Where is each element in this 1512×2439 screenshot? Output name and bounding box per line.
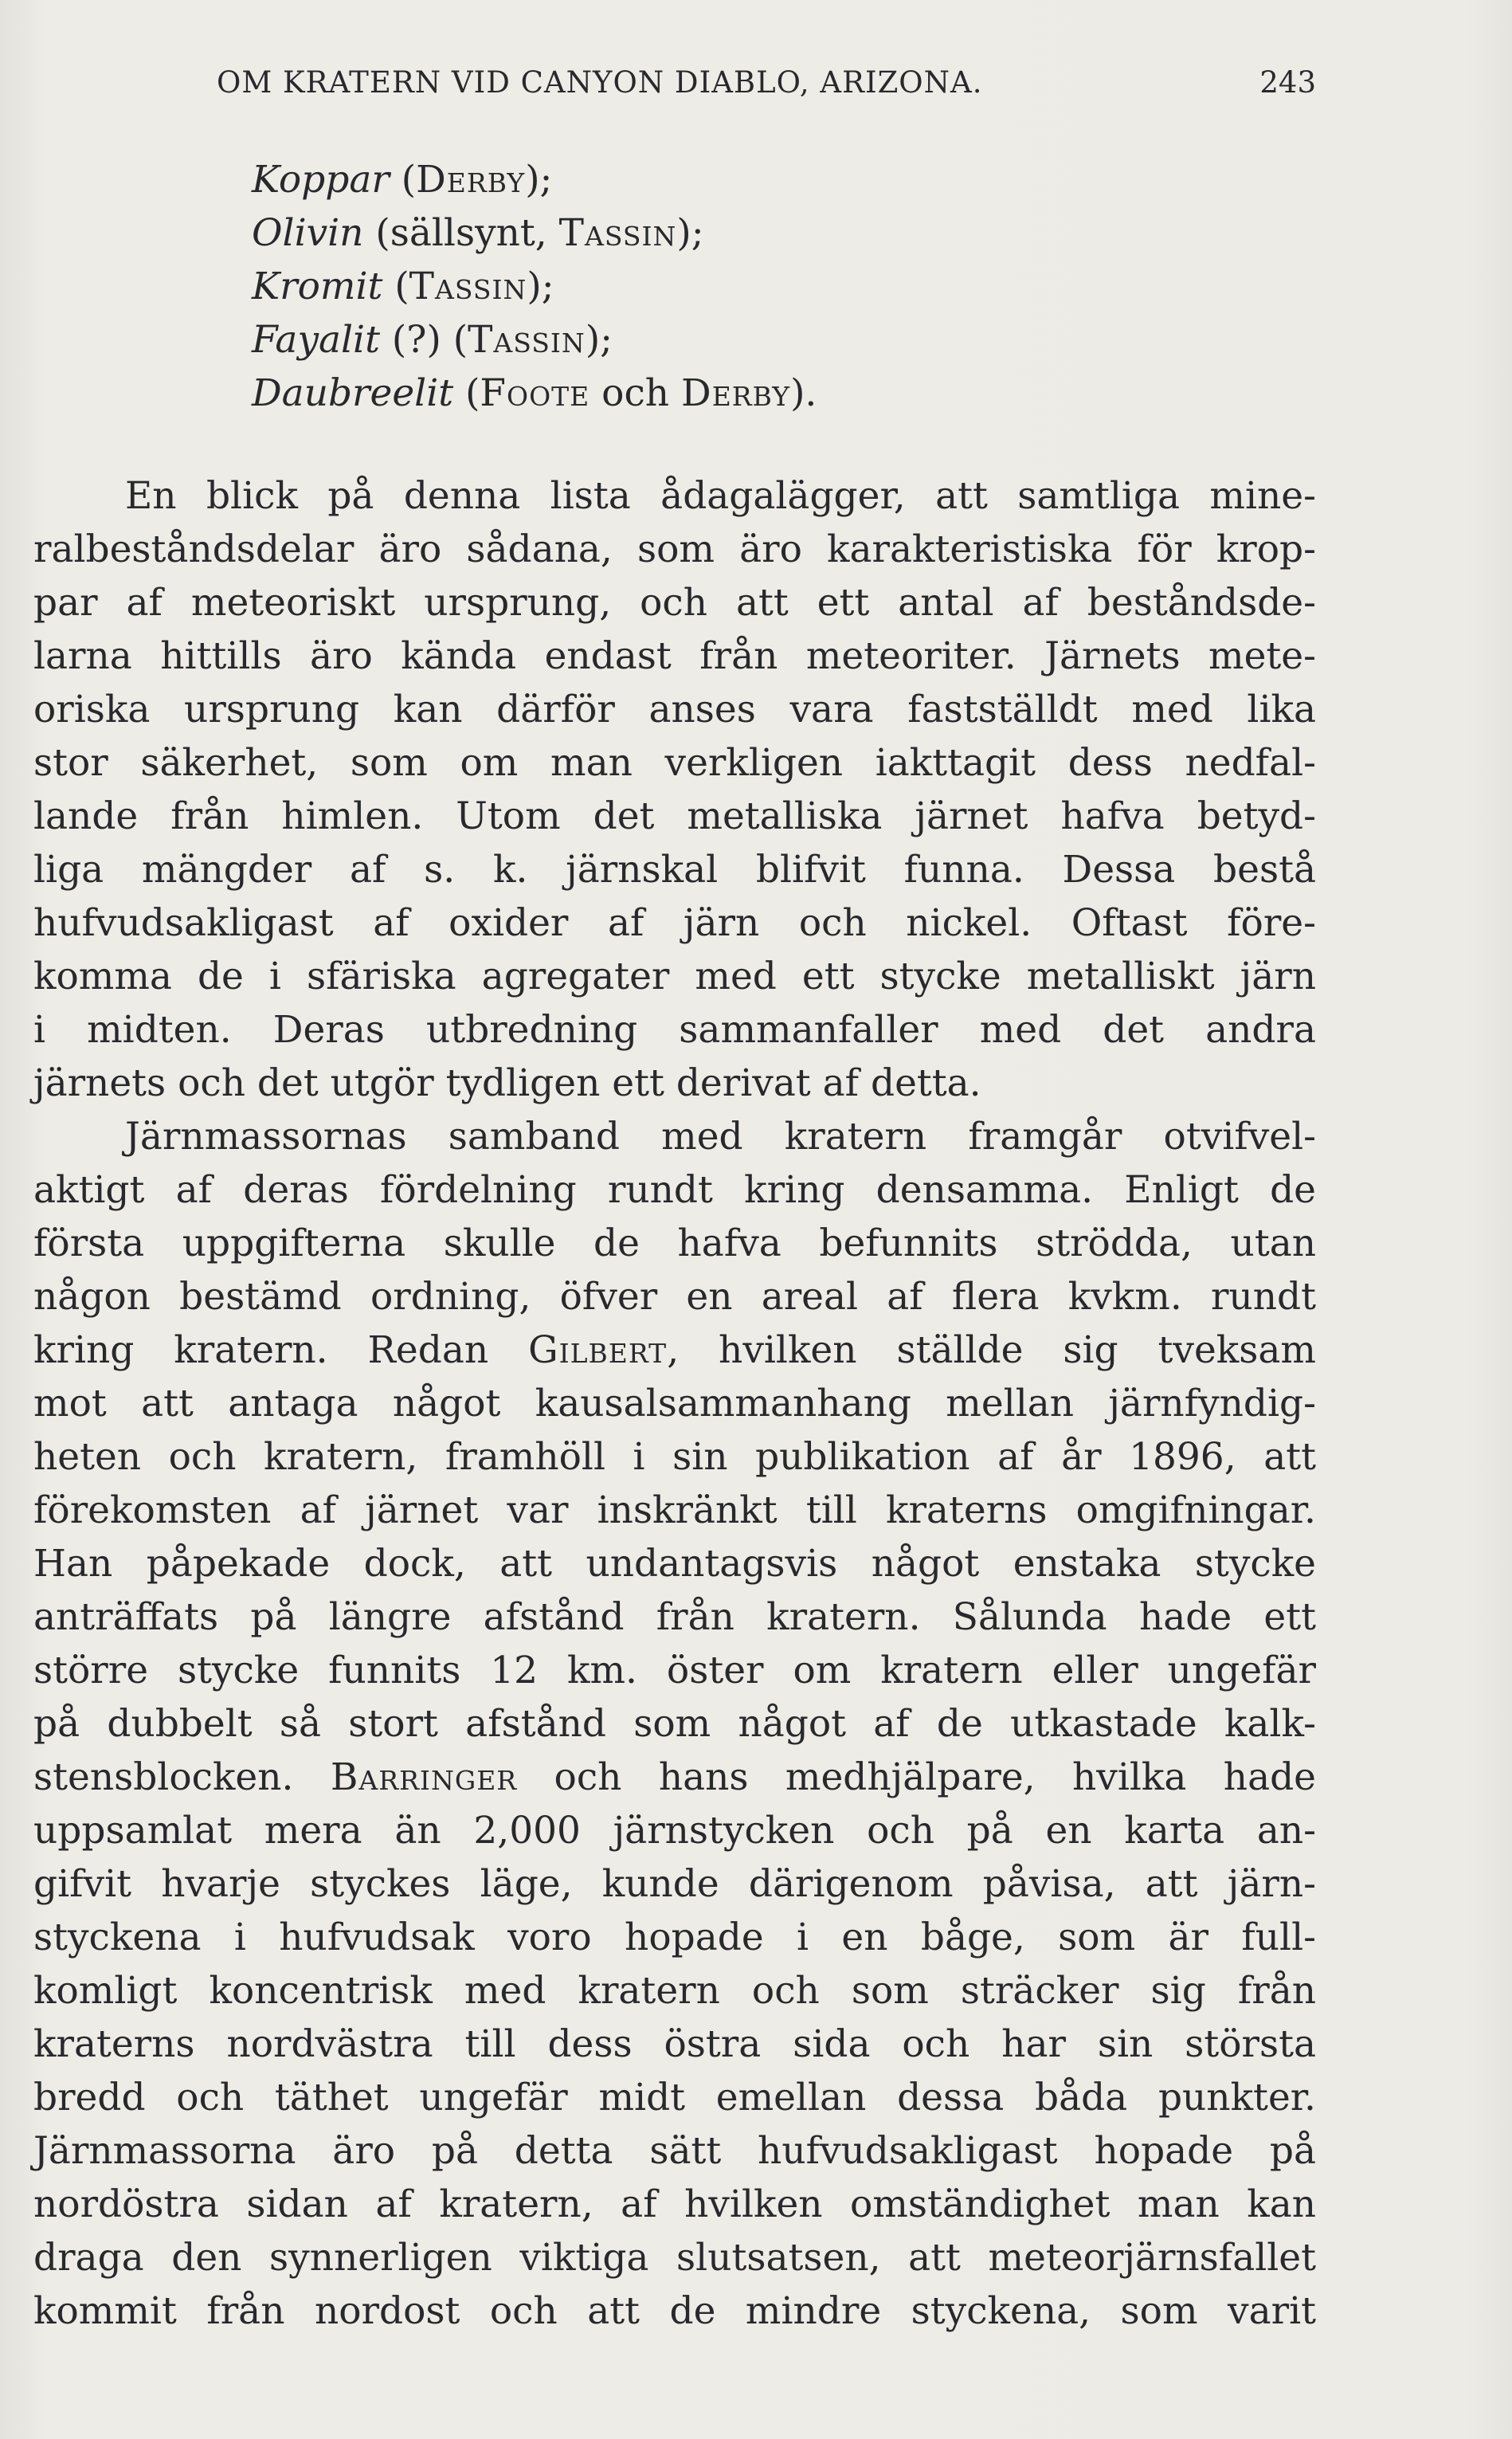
text-line: ralbeståndsdelar äro sådana, som äro karakteristiska för krop- [33, 527, 1316, 571]
text-line: järnets och det utgör tydligen ett derivat af detta. [33, 1061, 981, 1105]
text-line: någon bestämd ordning, öfver en areal af flera kvkm. rundt [33, 1275, 1316, 1319]
text-line: mot att antaga något kausalsammanhang mellan järnfyndig- [33, 1382, 1316, 1425]
text-line: komligt koncentrisk med kratern och som sträcker sig från [33, 1969, 1316, 2013]
source-author: Derby [681, 371, 791, 415]
mineral-list [252, 153, 817, 420]
text-line: draga den synnerligen viktiga slutsatsen, att meteorjärnsfallet [33, 2236, 1316, 2280]
list-item: Koppar (Derby); [252, 158, 553, 202]
author-name: Gilbert [528, 1328, 668, 1372]
text-line: stensblocken. Barringer och hans medhjälpare, hvilka hade [33, 1755, 1316, 1799]
body-text [33, 469, 1316, 2338]
mineral-name: Olivin [252, 211, 364, 255]
text-line: Järnmassornas samband med kratern framgår otvifvel- [125, 1115, 1316, 1159]
list-item: Daubreelit (Foote och Derby). [252, 371, 817, 415]
text-line: hufvudsakligast af oxider af järn och nickel. Oftast före- [33, 901, 1316, 945]
text-line: kommit från nordost och att de mindre styckena, som varit [33, 2289, 1316, 2333]
text-line: på dubbelt så stort afstånd som något af de utkastade kalk- [33, 1702, 1316, 1746]
text-line: aktigt af deras fördelning rundt kring densamma. Enligt de [33, 1168, 1316, 1212]
text-line: uppsamlat mera än 2,000 järnstycken och på en karta an- [33, 1809, 1316, 1853]
list-item: Fayalit (?) (Tassin); [252, 318, 613, 362]
text-line: större stycke funnits 12 km. öster om kratern eller ungefär [33, 1649, 1316, 1692]
mineral-name: Daubreelit [252, 371, 454, 415]
text-line: första uppgifterna skulle de hafva befunnits strödda, utan [33, 1221, 1316, 1265]
source-author: Tassin [468, 318, 586, 362]
text-line: styckena i hufvudsak voro hopade i en båge, som är full- [33, 1916, 1316, 1959]
text-line: stor säkerhet, som om man verkligen iakttagit dess nedfal- [33, 741, 1316, 785]
running-header [217, 65, 1316, 113]
text-line: heten och kratern, framhöll i sin publikation af år 1896, att [33, 1435, 1316, 1479]
text-line: Han påpekade dock, att undantagsvis något enstaka stycke [33, 1542, 1316, 1586]
running-title: OM KRATERN VID CANYON DIABLO, ARIZONA. [217, 65, 983, 100]
list-item: Kromit (Tassin); [252, 265, 554, 308]
text-line: En blick på denna lista ådagalägger, att samtliga mine- [125, 474, 1316, 518]
text-line: komma de i sfäriska agregater med ett stycke metalliskt järn [33, 955, 1316, 998]
text-line: oriska ursprung kan därför anses vara fastställdt med lika [33, 688, 1316, 731]
text-line: bredd och täthet ungefär midt emellan dessa båda punkter. [33, 2076, 1316, 2119]
text-line: kring kratern. Redan Gilbert, hvilken ställde sig tveksam [33, 1328, 1316, 1372]
text-line: par af meteoriskt ursprung, och att ett antal af beståndsde- [33, 581, 1316, 625]
text-line: Järnmassorna äro på detta sätt hufvudsakligast hopade på [33, 2129, 1316, 2173]
text-line: gifvit hvarje styckes läge, kunde därigenom påvisa, att järn- [33, 1862, 1316, 1906]
source-author: Tassin [409, 265, 527, 308]
page-number: 243 [1259, 65, 1316, 100]
mineral-name: Koppar [252, 158, 390, 202]
author-name: Barringer [330, 1755, 518, 1799]
text-line: förekomsten af järnet var inskränkt till kraterns omgifningar. [33, 1488, 1316, 1532]
mineral-name: Fayalit [252, 318, 380, 362]
list-item: Olivin (sällsynt, Tassin); [252, 211, 704, 255]
text-line: kraterns nordvästra till dess östra sida och har sin största [33, 2022, 1316, 2066]
text-line: nordöstra sidan af kratern, af hvilken omständighet man kan [33, 2182, 1316, 2226]
source-author: Derby [416, 158, 526, 202]
source-author: Foote [480, 371, 590, 415]
text-line: liga mängder af s. k. järnskal blifvit funna. Dessa bestå [33, 848, 1316, 892]
source-author: Tassin [558, 211, 677, 255]
text-line: lande från himlen. Utom det metalliska järnet hafva betyd- [33, 794, 1316, 838]
text-line: larna hittills äro kända endast från meteoriter. Järnets mete- [33, 634, 1316, 678]
mineral-name: Kromit [252, 265, 383, 308]
text-line: anträffats på längre afstånd från kratern. Sålunda hade ett [33, 1595, 1316, 1639]
text-line: i midten. Deras utbredning sammanfaller med det andra [33, 1008, 1316, 1052]
